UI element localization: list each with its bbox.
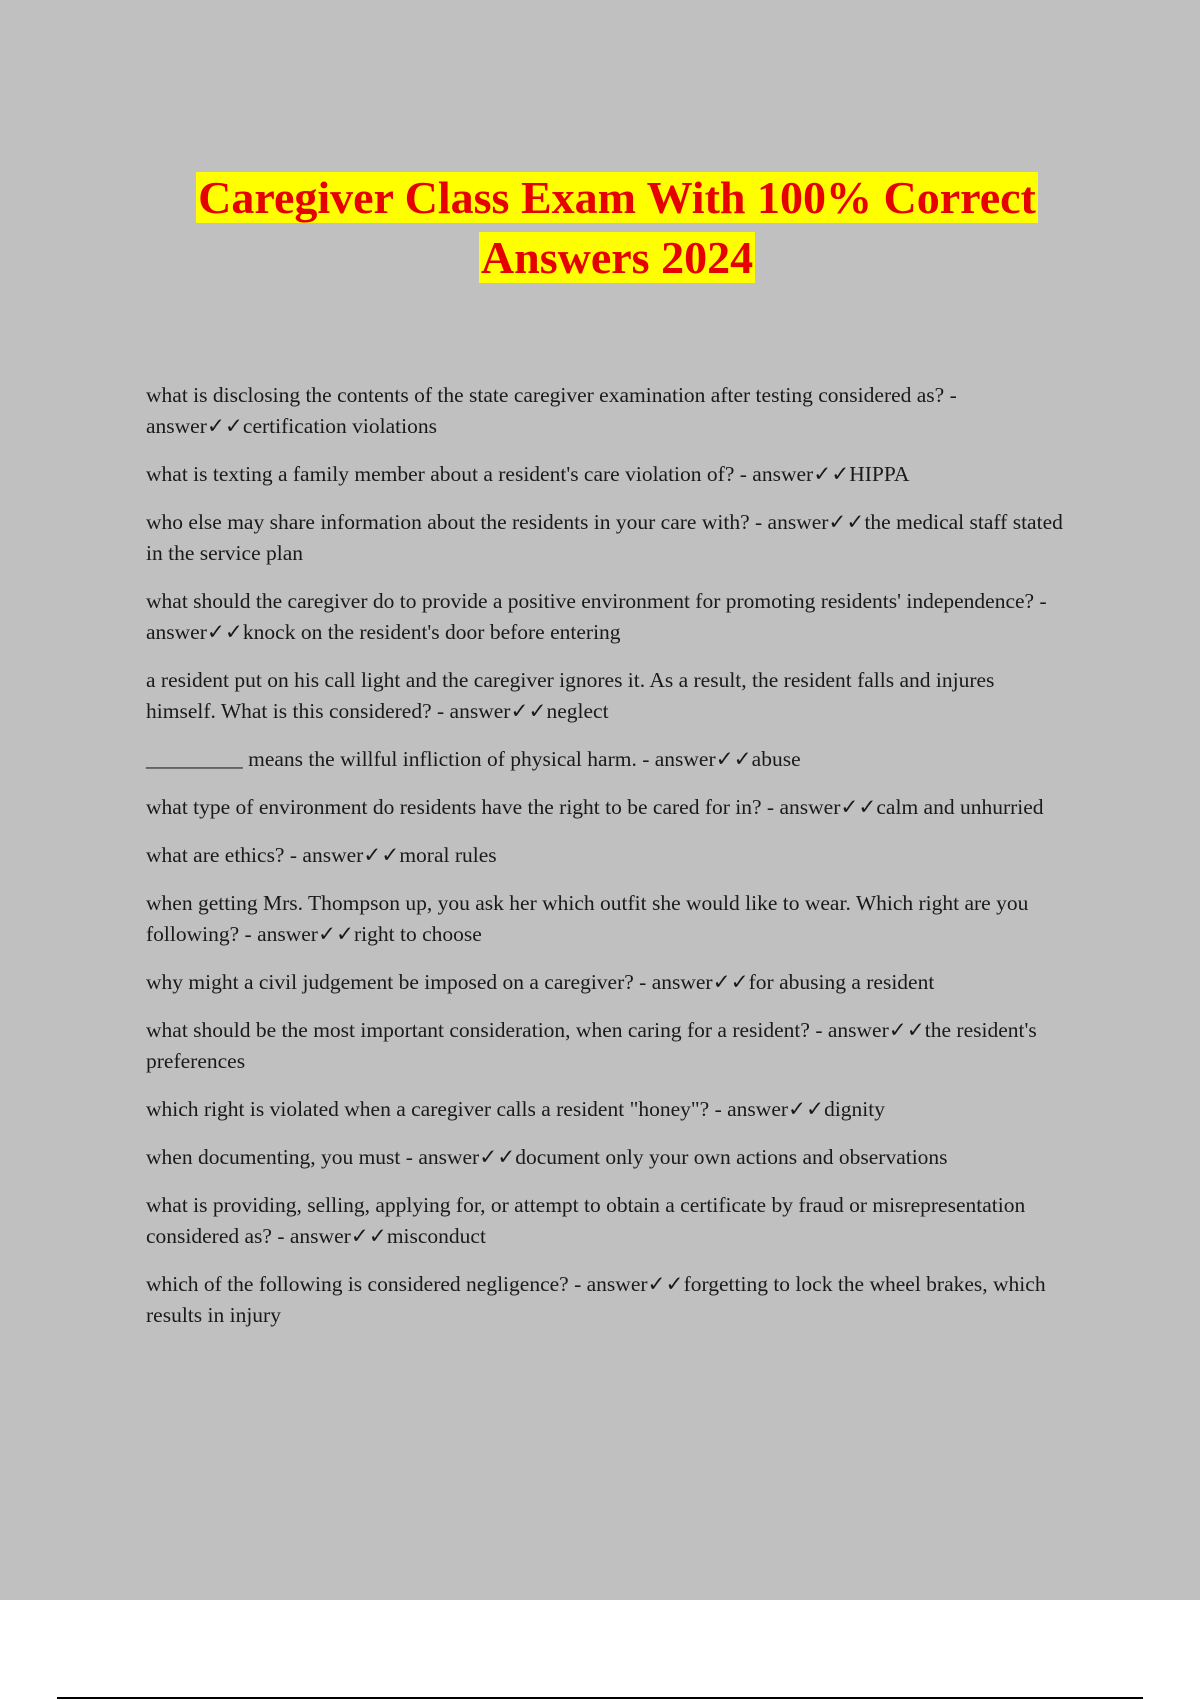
document-title: Caregiver Class Exam With 100% Correct Answers 2024 bbox=[198, 172, 1036, 283]
answer-label: answer bbox=[449, 699, 511, 723]
question-text: who else may share information about the residents in your care with? bbox=[146, 510, 750, 534]
separator: - bbox=[400, 1145, 419, 1169]
check-mark-icon: ✓✓ bbox=[788, 1097, 825, 1121]
bottom-divider bbox=[57, 1697, 1143, 1699]
question-text: what should the caregiver do to provide a positive environment for promoting residents' independence? bbox=[146, 589, 1035, 613]
separator: - bbox=[749, 510, 768, 534]
answer-text: knock on the resident's door before entering bbox=[242, 620, 621, 644]
check-mark-icon: ✓✓ bbox=[647, 1272, 684, 1296]
answer-label: answer bbox=[146, 620, 207, 644]
qa-item bbox=[146, 1142, 1066, 1173]
qa-item bbox=[146, 665, 1066, 727]
separator: - bbox=[568, 1272, 587, 1296]
check-mark-icon: ✓✓ bbox=[206, 414, 243, 438]
qa-item bbox=[146, 507, 1066, 569]
separator: - bbox=[431, 699, 450, 723]
separator: - bbox=[633, 970, 652, 994]
answer-label: answer bbox=[146, 414, 207, 438]
answer-label: answer bbox=[752, 462, 814, 486]
separator: - bbox=[636, 747, 655, 771]
check-mark-icon: ✓✓ bbox=[363, 843, 400, 867]
check-mark-icon: ✓✓ bbox=[510, 699, 547, 723]
question-text: a resident put on his call light and the caregiver ignores it. As a result, the resident falls and injures himself. What is this considered? bbox=[146, 668, 995, 723]
question-text: what is texting a family member about a resident's care violation of? bbox=[146, 462, 735, 486]
question-text: when documenting, you must bbox=[146, 1145, 401, 1169]
check-mark-icon: ✓✓ bbox=[828, 510, 865, 534]
answer-label: answer bbox=[257, 922, 318, 946]
qa-item bbox=[146, 1190, 1066, 1252]
question-text: _________ means the willful infliction of physical harm. bbox=[146, 747, 637, 771]
question-text: why might a civil judgement be imposed on a caregiver? bbox=[146, 970, 634, 994]
check-mark-icon: ✓✓ bbox=[813, 462, 850, 486]
question-text: what is disclosing the contents of the state caregiver examination after testing considered as? bbox=[146, 383, 945, 407]
question-text: which of the following is considered negligence? bbox=[146, 1272, 569, 1296]
answer-text: abuse bbox=[751, 747, 801, 771]
qa-item bbox=[146, 967, 1066, 998]
separator: - bbox=[271, 1224, 290, 1248]
answer-text: for abusing a resident bbox=[748, 970, 935, 994]
answer-text: neglect bbox=[546, 699, 609, 723]
check-mark-icon: ✓✓ bbox=[840, 795, 877, 819]
qa-item bbox=[146, 586, 1066, 648]
answer-label: answer bbox=[418, 1145, 480, 1169]
answer-text: document only your own actions and observations bbox=[515, 1145, 948, 1169]
separator: - bbox=[734, 462, 753, 486]
answer-label: answer bbox=[827, 1018, 889, 1042]
answer-text: HIPPA bbox=[849, 462, 910, 486]
question-answer-list bbox=[146, 380, 1066, 1348]
separator: - bbox=[239, 922, 258, 946]
separator: - bbox=[944, 383, 957, 407]
separator: - bbox=[809, 1018, 828, 1042]
question-text: what is providing, selling, applying for, or attempt to obtain a certificate by fraud or misrepresentation considered as? bbox=[146, 1193, 1026, 1248]
title-block bbox=[120, 168, 1114, 288]
answer-text: the resident's preferences bbox=[146, 1018, 1037, 1073]
qa-item bbox=[146, 1015, 1066, 1077]
qa-item bbox=[146, 1094, 1066, 1125]
check-mark-icon: ✓✓ bbox=[715, 747, 752, 771]
answer-text: calm and unhurried bbox=[876, 795, 1044, 819]
answer-label: answer bbox=[727, 1097, 789, 1121]
answer-label: answer bbox=[302, 843, 364, 867]
answer-label: answer bbox=[289, 1224, 351, 1248]
separator: - bbox=[709, 1097, 728, 1121]
check-mark-icon: ✓✓ bbox=[888, 1018, 925, 1042]
answer-text: certification violations bbox=[242, 414, 437, 438]
separator: - bbox=[284, 843, 303, 867]
answer-text: the medical staff stated in the service plan bbox=[146, 510, 1063, 565]
answer-text: moral rules bbox=[399, 843, 497, 867]
check-mark-icon: ✓✓ bbox=[350, 1224, 387, 1248]
qa-item bbox=[146, 380, 1066, 442]
answer-label: answer bbox=[586, 1272, 648, 1296]
question-text: what are ethics? bbox=[146, 843, 285, 867]
qa-item bbox=[146, 888, 1066, 950]
check-mark-icon: ✓✓ bbox=[317, 922, 354, 946]
answer-text: dignity bbox=[824, 1097, 885, 1121]
qa-item bbox=[146, 459, 1066, 490]
answer-label: answer bbox=[767, 510, 829, 534]
question-text: what type of environment do residents have the right to be cared for in? bbox=[146, 795, 762, 819]
question-text: what should be the most important consideration, when caring for a resident? bbox=[146, 1018, 810, 1042]
separator: - bbox=[1034, 589, 1047, 613]
answer-label: answer bbox=[654, 747, 716, 771]
question-text: which right is violated when a caregiver calls a resident "honey"? bbox=[146, 1097, 710, 1121]
check-mark-icon: ✓✓ bbox=[712, 970, 749, 994]
qa-item bbox=[146, 744, 1066, 775]
answer-text: forgetting to lock the wheel brakes, which results in injury bbox=[146, 1272, 1046, 1327]
question-text: when getting Mrs. Thompson up, you ask her which outfit she would like to wear. Which right are you following? bbox=[146, 891, 1029, 946]
answer-label: answer bbox=[779, 795, 841, 819]
check-mark-icon: ✓✓ bbox=[206, 620, 243, 644]
qa-item bbox=[146, 792, 1066, 823]
answer-label: answer bbox=[651, 970, 713, 994]
qa-item bbox=[146, 840, 1066, 871]
separator: - bbox=[761, 795, 780, 819]
check-mark-icon: ✓✓ bbox=[479, 1145, 516, 1169]
qa-item bbox=[146, 1269, 1066, 1331]
answer-text: misconduct bbox=[386, 1224, 486, 1248]
answer-text: right to choose bbox=[354, 922, 482, 946]
